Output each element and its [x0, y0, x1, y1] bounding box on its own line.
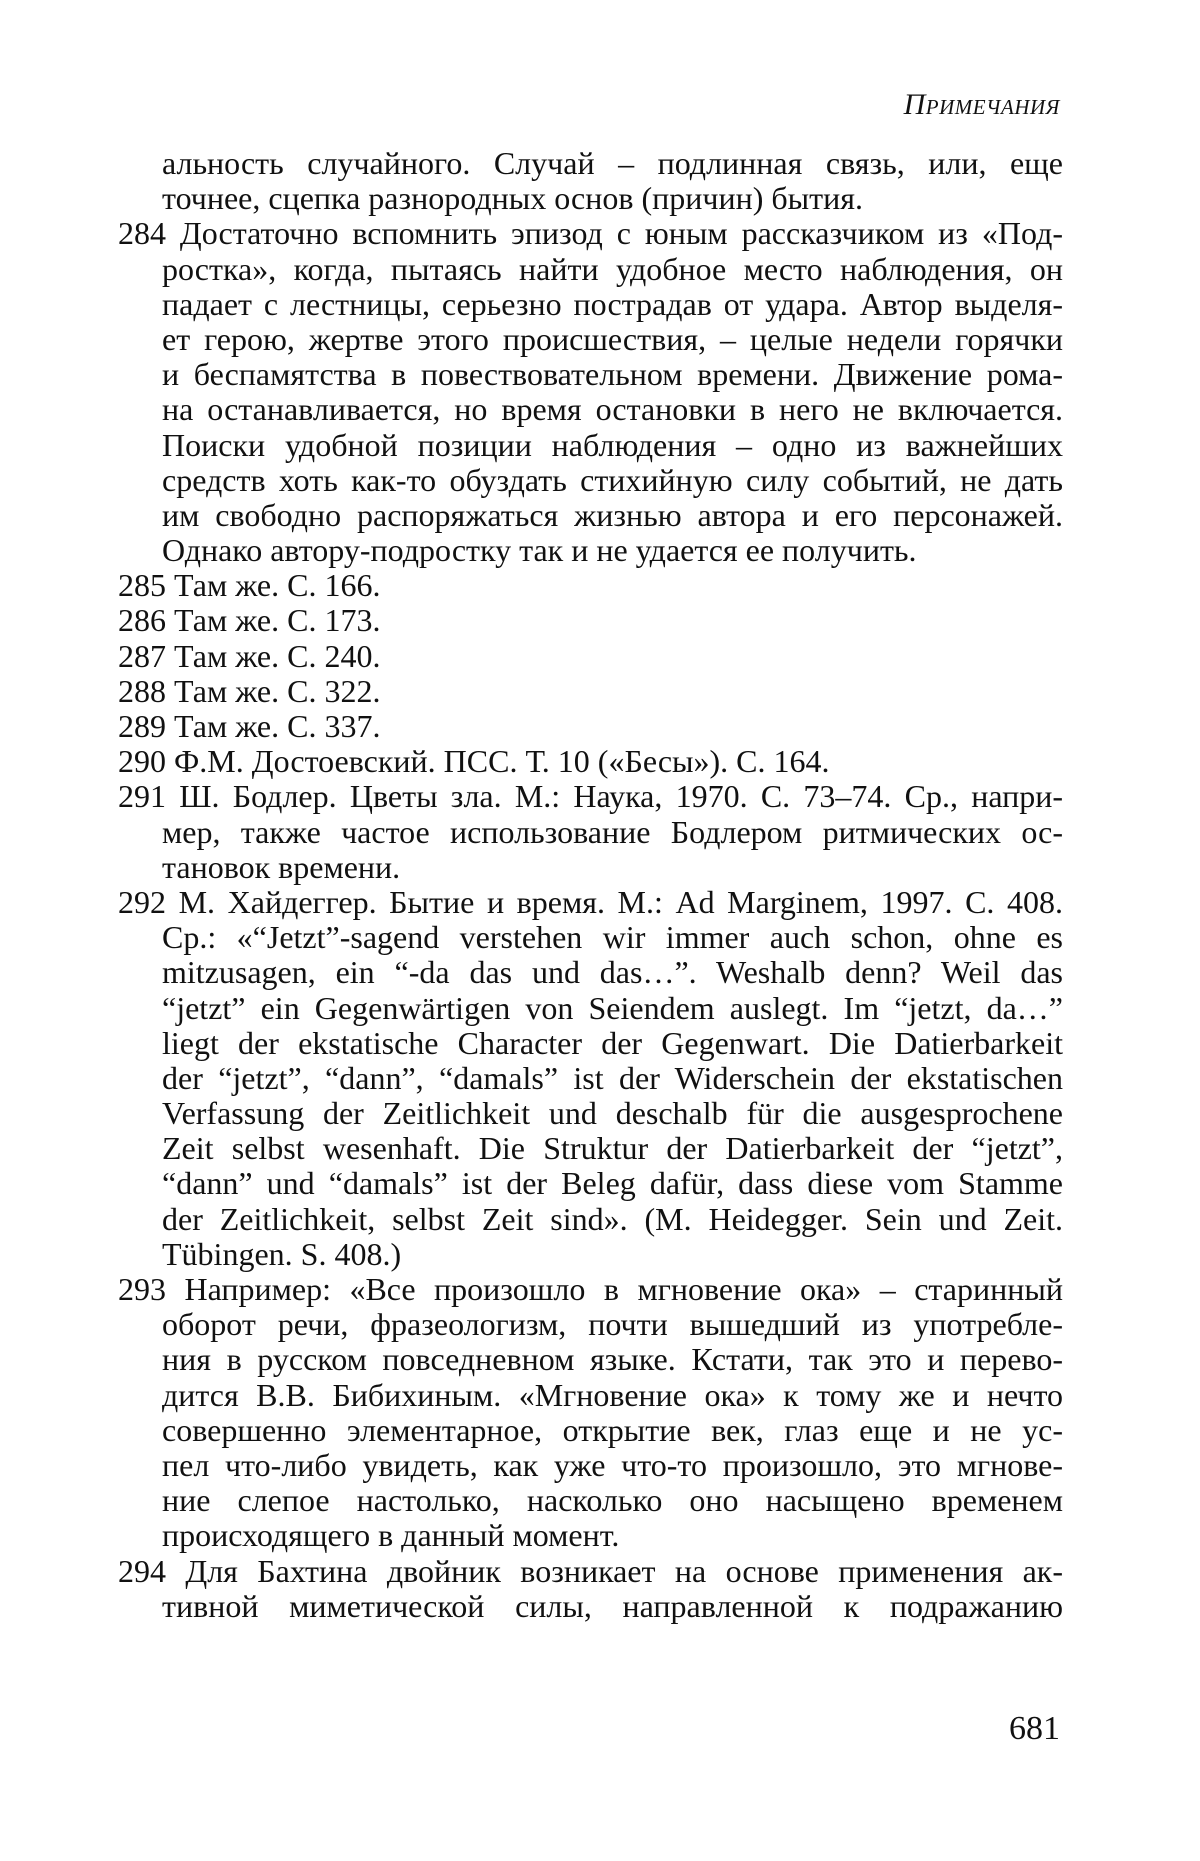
text-line: Однако автору-подростку так и не удается ее получить.: [162, 532, 917, 569]
page-number: 681: [1009, 1710, 1060, 1747]
running-head: Примечания: [903, 88, 1060, 121]
text-line: 288 Там же. С. 322.: [118, 672, 381, 709]
text-line: мер, также частое использование Бодлером ритмических ос-: [162, 813, 1063, 850]
text-line: liegt der ekstatische Character der Gegenwart. Die Datierbarkeit: [162, 1024, 1063, 1061]
text-line: “jetzt” ein Gegenwärtigen von Seiendem auslegt. Im “jetzt, da…”: [162, 989, 1063, 1026]
text-line: 294 Для Бахтина двойник возникает на основе применения ак-: [118, 1552, 1063, 1589]
text-line: 285 Там же. С. 166.: [118, 567, 381, 604]
text-line: der Zeitlichkeit, selbst Zeit sind». (M. Heidegger. Sein und Zeit.: [162, 1200, 1063, 1237]
text-line: Ср.: «“Jetzt”-sagend verstehen wir immer auch schon, ohne es: [162, 919, 1063, 956]
text-line: оборот речи, фразеологизм, почти вышедший из употребле-: [162, 1306, 1063, 1343]
text-line: 291 Ш. Бодлер. Цветы зла. М.: Наука, 1970. С. 73–74. Ср., напри-: [118, 778, 1063, 815]
text-line: происходящего в данный момент.: [162, 1517, 620, 1554]
text-line: der “jetzt”, “dann”, “damals” ist der Widerschein der ekstatischen: [162, 1059, 1063, 1096]
text-line: Поиски удобной позиции наблюдения – одно из важнейших: [162, 426, 1063, 463]
notes-text: [118, 146, 1063, 1624]
text-line: на останавливается, но время остановки в него не включается.: [162, 391, 1063, 428]
text-line: 293 Например: «Все произошло в мгновение ока» – старинный: [118, 1271, 1063, 1307]
text-line: ет герою, жертве этого происшествия, – целые недели горячки: [162, 320, 1063, 357]
text-line: падает с лестницы, серьезно пострадав от удара. Автор выделя-: [162, 285, 1063, 322]
text-line: тановок времени.: [162, 848, 401, 885]
text-line: Verfassung der Zeitlichkeit und deschalb für die ausgesprochene: [162, 1095, 1063, 1132]
text-line: 286 Там же. С. 173.: [118, 602, 381, 639]
text-line: 289 Там же. С. 337.: [118, 708, 381, 744]
text-line: средств хоть как-то обуздать стихийную силу событий, не дать: [162, 461, 1063, 498]
text-line: пел что-либо увидеть, как уже что-то произошло, это мгнове-: [162, 1446, 1063, 1483]
text-line: им свободно распоряжаться жизнью автора и его персонажей.: [162, 496, 1063, 533]
text-line: mitzusagen, ein “-da das und das…”. Weshalb denn? Weil das: [162, 954, 1063, 991]
text-line: ние слепое настолько, насколько оно насыщено временем: [162, 1482, 1063, 1519]
text-line: Tübingen. S. 408.): [162, 1235, 402, 1272]
text-line: 292 М. Хайдеггер. Бытие и время. М.: Ad Marginem, 1997. С. 408.: [118, 883, 1063, 920]
text-line: 284 Достаточно вспомнить эпизод с юным рассказчиком из «Под-: [118, 215, 1063, 252]
text-line: точнее, сцепка разнородных основ (причин) бытия.: [162, 180, 863, 217]
text-line: Zeit selbst wesenhaft. Die Struktur der Datierbarkeit der “jetzt”,: [162, 1130, 1063, 1167]
text-line: тивной миметической силы, направленной к подражанию: [162, 1587, 1063, 1624]
text-line: ния в русском повседневном языке. Кстати, так это и перево-: [162, 1341, 1063, 1378]
text-line: ростка», когда, пытаясь найти удобное место наблюдения, он: [162, 250, 1063, 287]
text-line: и беспамятства в повествовательном времени. Движение рома-: [162, 356, 1063, 393]
text-line: 287 Там же. С. 240.: [118, 637, 381, 674]
text-line: 290 Ф.М. Достоевский. ПСС. Т. 10 («Бесы»). С. 164.: [118, 743, 830, 780]
text-line: альность случайного. Случай – подлинная связь, или, еще: [162, 145, 1063, 181]
text-line: “dann” und “damals” ist der Beleg dafür, dass diese vom Stamme: [162, 1165, 1063, 1202]
text-line: дится В.В. Бибихиным. «Мгновение ока» к тому же и нечто: [162, 1376, 1063, 1413]
text-line: совершенно элементарное, открытие век, глаз еще и не ус-: [162, 1411, 1063, 1448]
